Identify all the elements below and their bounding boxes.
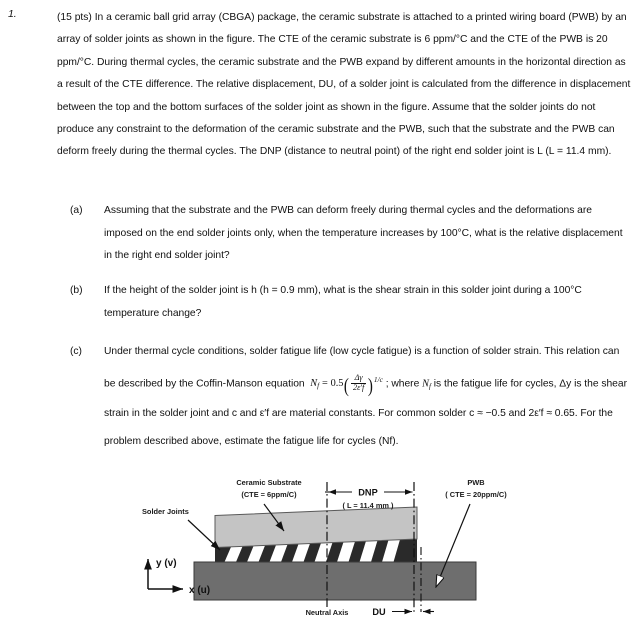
equation-equals: = <box>321 378 328 390</box>
equation-exponent: 1/c <box>373 374 383 384</box>
equation-nf-subscript-2: f <box>428 382 431 391</box>
part-c-lead-text: Under thermal cycle conditions, solder fatigue life (low cycle fatigue) is a function of solder strain. This relation can be described by the Coffin-Manson equation <box>104 345 620 390</box>
problem-part-c <box>70 338 632 457</box>
pwb-label-line2: ( CTE = 20ppm/C) <box>445 490 507 499</box>
cbga-package-figure <box>136 452 560 630</box>
equation-fraction-numerator: Δγ <box>351 374 366 384</box>
neutral-axis-label: Neutral Axis <box>305 608 349 617</box>
equation-nf-subscript: f <box>317 382 320 391</box>
equation-coefficient: 0.5 <box>330 378 344 390</box>
part-b-marker: (b) <box>70 285 83 296</box>
solder-joints-label: Solder Joints <box>142 507 189 516</box>
problem-statement <box>57 7 632 164</box>
equation-nf-symbol: N <box>310 378 318 390</box>
ceramic-substrate-label-line1: Ceramic Substrate <box>236 478 302 487</box>
pwb-label-line1: PWB <box>467 478 485 487</box>
problem-number: 1. <box>8 8 17 20</box>
dnp-label: DNP <box>358 487 378 498</box>
ceramic-substrate-label-line2: (CTE = 6ppm/C) <box>241 490 297 499</box>
part-c-tail-2: is the fatigue life for cycles, Δy is the shear strain in the solder joint and c and ε′f are material constants. For common solder c ≈ −0.5 and 2ε′f ≈ 0.65. For the problem described above, estimate the fatigue life for cycles (Nf). <box>104 378 627 448</box>
equation-nf-symbol-2: N <box>422 378 429 390</box>
part-c-marker: (c) <box>70 345 82 357</box>
problem-part-b <box>70 280 632 325</box>
equation-left-paren: ( <box>344 375 350 398</box>
part-c-tail-1: ; where <box>385 378 420 390</box>
equation-fraction <box>351 374 366 392</box>
part-a-marker: (a) <box>70 205 83 216</box>
axis-y-label: y (v) <box>156 558 177 569</box>
pwb-board <box>194 562 476 600</box>
dnp-value-label: ( L = 11.4 mm ) <box>342 501 394 510</box>
part-b-text: If the height of the solder joint is h (h = 0.9 mm), what is the shear strain in this solder joint during a 100°C temperature change? <box>104 285 582 319</box>
problem-paragraph: (15 pts) In a ceramic ball grid array (CBGA) package, the ceramic substrate is attached to a printed wiring board (PWB) by an array of solder joints as shown in the figure. The CTE of the ceramic substrate is 6 ppm/°C and the CTE of the PWB is 20 ppm/°C. During thermal cycles, the ceramic substrate and the PWB expand by different amounts in the horizontal direction as a result of the CTE difference. The relative displacement, DU, of a solder joint is calculated from the difference in displacement between the top and the bottom surfaces of the solder joint as shown in the figure. Assume that the solder joints do not produce any constraint to the deformation of the ceramic substrate and the PWB, such that the substrate and the PWB can deform freely during the thermal cycles. The DNP (distance to neutral point) of the right end solder joint is L (L = 11.4 mm). <box>57 12 631 158</box>
problem-part-a <box>70 200 632 268</box>
equation-fraction-denominator: 2ε′f <box>353 382 365 392</box>
du-label: DU <box>372 607 386 617</box>
axis-x-label: x (u) <box>189 585 211 596</box>
equation-right-paren: ) <box>368 375 374 398</box>
part-a-text: Assuming that the substrate and the PWB can deform freely during thermal cycles and the deformations are imposed on the end solder joints only, when the temperature increases by 100°C, what is the relative displacement in the right end solder joint? <box>104 205 623 261</box>
problem-parts <box>70 200 632 469</box>
